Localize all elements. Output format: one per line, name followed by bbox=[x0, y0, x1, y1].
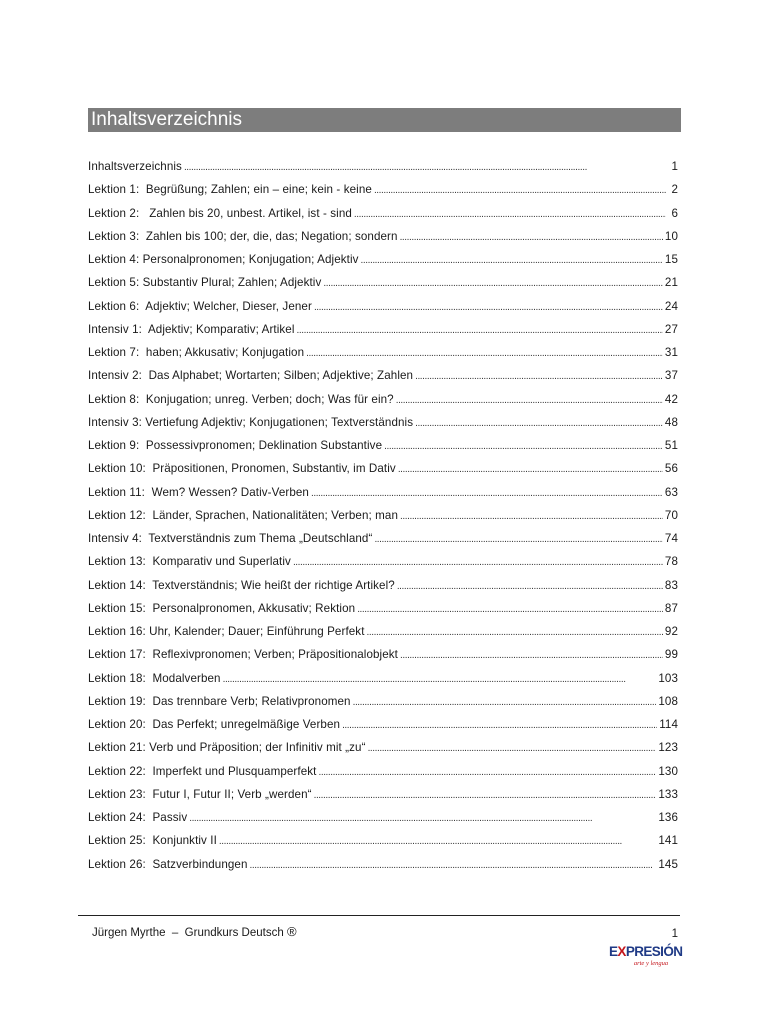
toc-dot-leader bbox=[314, 300, 663, 313]
toc-entry bbox=[88, 160, 678, 183]
toc-entry bbox=[88, 416, 678, 439]
toc-entry bbox=[88, 276, 678, 299]
toc-entry bbox=[88, 718, 678, 741]
toc-entry bbox=[88, 765, 678, 788]
toc-dot-leader bbox=[293, 555, 663, 568]
toc-dot-leader bbox=[400, 509, 663, 522]
toc-entry bbox=[88, 323, 678, 346]
toc-entry-page: 78 bbox=[664, 555, 678, 569]
toc-entry-label: Intensiv 1: Adjektiv; Komparativ; Artikel bbox=[88, 322, 295, 336]
logo-wordmark: EXPRESIÓN bbox=[609, 944, 683, 959]
toc-dot-leader bbox=[400, 230, 663, 243]
toc-entry-label: Lektion 14: Textverständnis; Wie heißt der richtige Artikel? bbox=[88, 578, 395, 592]
toc-entry-label: Lektion 17: Reflexivpronomen; Verben; Präpositionalobjekt bbox=[88, 648, 398, 662]
toc-entry-label: Lektion 18: Modalverben bbox=[88, 671, 221, 685]
toc-dot-leader bbox=[184, 160, 666, 173]
toc-entry-page: 87 bbox=[664, 601, 678, 615]
toc-dot-leader bbox=[415, 416, 663, 429]
page-number: 1 bbox=[671, 928, 678, 940]
toc-entry-page: 56 bbox=[664, 462, 678, 476]
toc-dot-leader bbox=[415, 369, 663, 382]
footer-author-line bbox=[92, 924, 297, 939]
toc-entry bbox=[88, 230, 678, 253]
toc-entry bbox=[88, 300, 678, 323]
toc-entry-label: Lektion 25: Konjunktiv II bbox=[88, 834, 217, 848]
toc-entry-label: Lektion 26: Satzverbindungen bbox=[88, 857, 248, 871]
toc-entry-label: Intensiv 2: Das Alphabet; Wortarten; Silben; Adjektive; Zahlen bbox=[88, 369, 414, 383]
toc-entry bbox=[88, 393, 678, 416]
toc-entry-page: 6 bbox=[671, 206, 678, 220]
toc-entry-page: 136 bbox=[658, 811, 678, 824]
toc-entry bbox=[88, 346, 678, 369]
toc-dot-leader bbox=[357, 602, 663, 615]
toc-entry bbox=[88, 625, 678, 648]
toc-entry-page: 10 bbox=[664, 229, 678, 243]
toc-dot-leader bbox=[368, 741, 657, 754]
toc-entry-label: Lektion 22: Imperfekt und Plusquamperfekt bbox=[88, 764, 317, 778]
toc-entry bbox=[88, 183, 678, 206]
toc-entry bbox=[88, 253, 678, 276]
toc-entry-page: 108 bbox=[658, 694, 678, 708]
toc-entry-label: Lektion 24: Passiv bbox=[88, 811, 188, 824]
toc-dot-leader bbox=[397, 579, 663, 592]
toc-entry-page: 1 bbox=[671, 160, 678, 173]
toc-entry-label: Lektion 10: Präpositionen, Pronomen, Substantiv, im Dativ bbox=[88, 462, 396, 476]
toc-entry bbox=[88, 858, 678, 881]
toc-entry-label: Lektion 11: Wem? Wessen? Dativ-Verben bbox=[88, 485, 309, 499]
toc-entry-label: Intensiv 3: Vertiefung Adjektiv; Konjugationen; Textverständnis bbox=[88, 415, 414, 429]
toc-entry bbox=[88, 439, 678, 462]
toc-entry bbox=[88, 462, 678, 485]
toc-entry-page: 37 bbox=[664, 369, 678, 383]
footer-author: Jürgen Myrthe – Grundkurs Deutsch bbox=[92, 927, 287, 939]
toc-entry-page: 63 bbox=[664, 485, 678, 499]
toc-entry-label: Lektion 5: Substantiv Plural; Zahlen; Adjektiv bbox=[88, 276, 322, 290]
toc-entry-label: Inhaltsverzeichnis bbox=[88, 160, 182, 173]
toc-entry-label: Lektion 20: Das Perfekt; unregelmäßige Verben bbox=[88, 718, 341, 731]
toc-entry-page: 42 bbox=[664, 392, 678, 406]
toc-entry-label: Lektion 21: Verb und Präposition; der Infinitiv mit „zu“ bbox=[88, 741, 366, 755]
page-title: Inhaltsverzeichnis bbox=[88, 108, 681, 132]
footer-divider bbox=[78, 915, 680, 916]
toc-entry bbox=[88, 648, 678, 671]
toc-entry-page: 130 bbox=[658, 764, 678, 778]
toc-entry-label: Lektion 6: Adjektiv; Welcher, Dieser, Jener bbox=[88, 299, 312, 313]
toc-entry bbox=[88, 741, 678, 764]
toc-entry-page: 99 bbox=[664, 648, 678, 662]
toc-entry bbox=[88, 207, 678, 230]
toc-entry bbox=[88, 672, 678, 695]
toc-dot-leader bbox=[223, 672, 657, 685]
toc-entry-label: Intensiv 4: Textverständnis zum Thema „Deutschland“ bbox=[88, 532, 373, 545]
toc-entry-page: 51 bbox=[664, 439, 678, 452]
toc-entry bbox=[88, 788, 678, 811]
toc-entry-page: 21 bbox=[664, 276, 678, 290]
toc-entry bbox=[88, 695, 678, 718]
toc-entry-page: 70 bbox=[664, 508, 678, 522]
toc-entry-label: Lektion 4: Personalpronomen; Konjugation; Adjektiv bbox=[88, 253, 359, 266]
toc-entry bbox=[88, 486, 678, 509]
toc-dot-leader bbox=[219, 834, 656, 847]
toc-entry-page: 27 bbox=[664, 322, 678, 336]
toc-dot-leader bbox=[374, 183, 666, 196]
toc-entry-page: 24 bbox=[664, 299, 678, 313]
toc-dot-leader bbox=[361, 253, 663, 266]
toc-dot-leader bbox=[400, 648, 663, 661]
toc-entry-page: 74 bbox=[664, 532, 678, 545]
toc-entry-page: 123 bbox=[658, 741, 678, 755]
toc-dot-leader bbox=[384, 439, 663, 452]
toc-entry-page: 48 bbox=[664, 415, 678, 429]
toc-dot-leader bbox=[323, 276, 663, 289]
toc-dot-leader bbox=[306, 346, 663, 359]
toc-entry-label: Lektion 9: Possessivpronomen; Deklination Substantive bbox=[88, 439, 383, 452]
toc-entry bbox=[88, 555, 678, 578]
toc-entry-label: Lektion 7: haben; Akkusativ; Konjugation bbox=[88, 346, 305, 359]
toc-dot-leader bbox=[398, 462, 663, 475]
toc-entry-page: 141 bbox=[658, 834, 678, 848]
toc-entry bbox=[88, 811, 678, 834]
toc-entry bbox=[88, 369, 678, 392]
toc-entry-page: 15 bbox=[664, 253, 678, 266]
toc-dot-leader bbox=[297, 323, 663, 336]
toc-entry-page: 2 bbox=[671, 183, 678, 197]
toc-dot-leader bbox=[354, 207, 666, 220]
table-of-contents bbox=[88, 160, 678, 881]
toc-entry-page: 103 bbox=[658, 671, 678, 685]
toc-entry-label: Lektion 13: Komparativ und Superlativ bbox=[88, 555, 291, 569]
toc-dot-leader bbox=[367, 625, 663, 638]
toc-entry-label: Lektion 1: Begrüßung; Zahlen; ein – eine; kein - keine bbox=[88, 183, 372, 197]
toc-entry-page: 133 bbox=[658, 787, 678, 801]
toc-dot-leader bbox=[318, 765, 656, 778]
toc-entry-label: Lektion 8: Konjugation; unreg. Verben; doch; Was für ein? bbox=[88, 392, 394, 406]
toc-entry-label: Lektion 19: Das trennbare Verb; Relativpronomen bbox=[88, 694, 351, 708]
toc-entry-page: 114 bbox=[659, 718, 678, 731]
toc-entry bbox=[88, 834, 678, 857]
logo-tagline: arte y lengua bbox=[633, 960, 669, 967]
toc-entry bbox=[88, 532, 678, 555]
toc-entry-page: 31 bbox=[664, 346, 678, 359]
toc-entry bbox=[88, 579, 678, 602]
toc-entry-label: Lektion 2: Zahlen bis 20, unbest. Artikel, ist - sind bbox=[88, 206, 352, 220]
toc-dot-leader bbox=[189, 811, 656, 824]
toc-entry-page: 145 bbox=[658, 857, 678, 871]
registered-mark: ® bbox=[286, 924, 297, 939]
expresion-logo bbox=[609, 944, 683, 974]
toc-entry-label: Lektion 3: Zahlen bis 100; der, die, das; Negation; sondern bbox=[88, 229, 398, 243]
toc-entry bbox=[88, 509, 678, 532]
toc-dot-leader bbox=[314, 788, 657, 801]
toc-dot-leader bbox=[396, 393, 663, 406]
toc-entry-page: 83 bbox=[664, 578, 678, 592]
toc-entry-label: Lektion 15: Personalpronomen, Akkusativ; Rektion bbox=[88, 601, 356, 615]
toc-dot-leader bbox=[311, 486, 663, 499]
toc-entry bbox=[88, 602, 678, 625]
toc-entry-label: Lektion 12: Länder, Sprachen, Nationalitäten; Verben; man bbox=[88, 508, 399, 522]
toc-entry-label: Lektion 16: Uhr, Kalender; Dauer; Einführung Perfekt bbox=[88, 625, 365, 638]
toc-dot-leader bbox=[374, 532, 662, 545]
toc-dot-leader bbox=[250, 858, 657, 871]
toc-dot-leader bbox=[342, 718, 657, 731]
toc-dot-leader bbox=[353, 695, 657, 708]
toc-entry-label: Lektion 23: Futur I, Futur II; Verb „werden“ bbox=[88, 787, 312, 801]
toc-entry-page: 92 bbox=[664, 625, 678, 638]
